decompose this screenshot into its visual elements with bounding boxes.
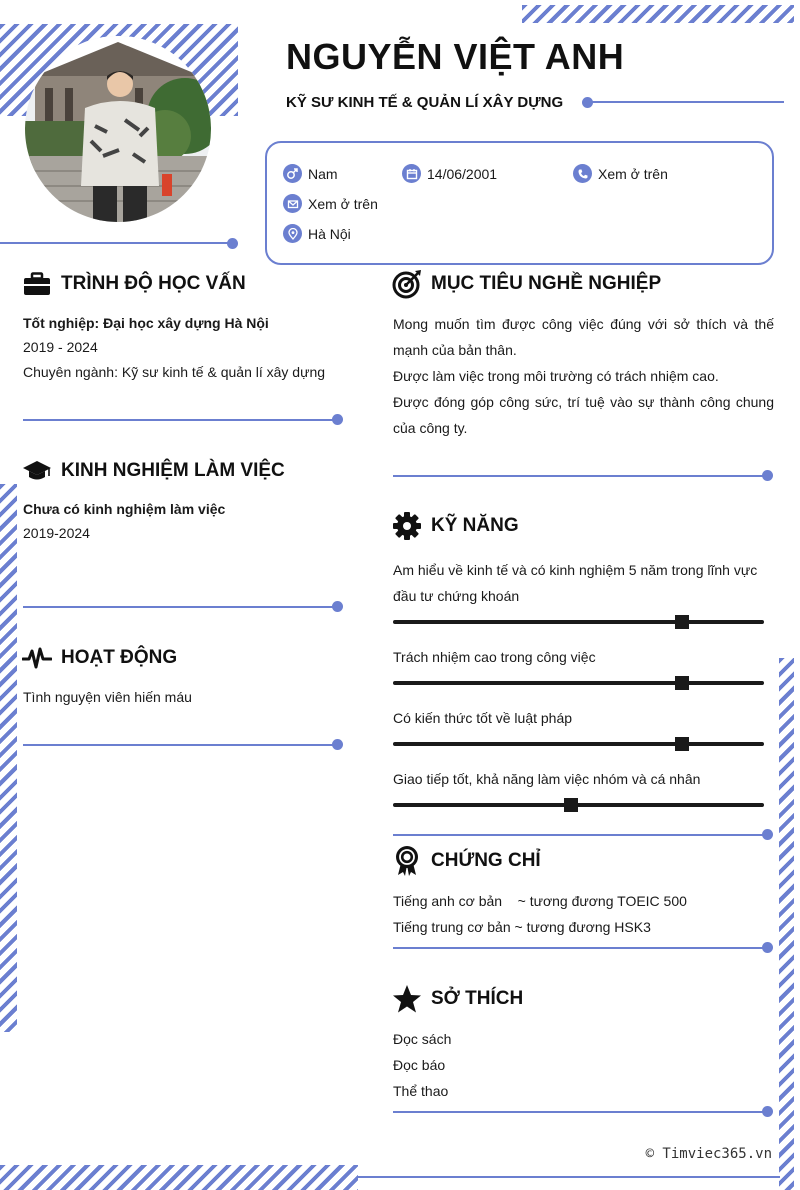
copyright-footer: © Timviec365.vn — [645, 1146, 772, 1162]
skill-1-knob — [675, 615, 689, 629]
skill-2-label: Trách nhiệm cao trong công việc — [393, 649, 596, 665]
education-school: Tốt nghiệp: Đại học xây dựng Hà Nội — [23, 315, 269, 331]
star-icon — [391, 983, 423, 1015]
award-ribbon-icon — [391, 845, 423, 877]
bottom-line — [358, 1176, 780, 1178]
certificate-item-1: Tiếng anh cơ bản ~ tương đương TOEIC 500 — [393, 893, 687, 909]
skill-3-bar — [393, 742, 764, 746]
contact-info-box — [265, 141, 774, 265]
skills-divider-dot — [762, 829, 773, 840]
calendar-icon — [402, 164, 421, 183]
stripe-right-side — [779, 658, 794, 1190]
skill-3-knob — [675, 737, 689, 751]
skill-2-bar — [393, 681, 764, 685]
profile-photo-illustration — [25, 36, 211, 222]
pulse-icon — [21, 642, 53, 674]
certificates-section-header — [391, 845, 541, 877]
experience-title: KINH NGHIỆM LÀM VIỆC — [61, 460, 285, 481]
experience-divider — [23, 606, 335, 608]
hobby-item-1: Đọc sách — [393, 1031, 452, 1047]
skill-4-bar — [393, 803, 764, 807]
experience-item: Chưa có kinh nghiệm làm việc — [23, 501, 226, 517]
photo-underline-dot — [227, 238, 238, 249]
gender-item — [283, 164, 338, 183]
address-value: Hà Nội — [308, 225, 351, 242]
hobbies-divider — [393, 1111, 765, 1113]
stripe-bottom-left — [0, 1165, 358, 1190]
hobbies-section-header — [391, 983, 523, 1015]
job-title-line — [588, 101, 784, 103]
education-major: Chuyên ngành: Kỹ sư kinh tế & quản lí xây dựng — [23, 364, 326, 380]
objective-paragraph-1: Mong muốn tìm được công việc đúng với sở thích và thế mạnh của bản thân. — [393, 316, 774, 358]
full-name: NGUYỄN VIỆT ANH — [286, 36, 625, 77]
job-title: KỸ SƯ KINH TẾ & QUẢN LÍ XÂY DỰNG — [286, 94, 564, 111]
gender-value: Nam — [308, 165, 338, 182]
certificates-divider-dot — [762, 942, 773, 953]
activities-section-header — [21, 642, 177, 674]
stripe-left-side — [0, 484, 17, 1032]
graduation-cap-icon — [21, 455, 53, 487]
skills-divider — [393, 834, 765, 836]
experience-divider-dot — [332, 601, 343, 612]
activities-divider-dot — [332, 739, 343, 750]
skills-section-header — [391, 510, 519, 542]
objective-title: MỤC TIÊU NGHỀ NGHIỆP — [431, 273, 662, 294]
skill-3-label: Có kiến thức tốt về luật pháp — [393, 710, 573, 726]
phone-icon — [573, 164, 592, 183]
objective-paragraph-2: Được làm việc trong môi trường có trách nhiệm cao. — [393, 368, 719, 384]
stripe-top-right — [522, 5, 794, 23]
skill-2-knob — [675, 676, 689, 690]
photo-underline — [0, 242, 230, 244]
activities-title: HOẠT ĐỘNG — [61, 647, 178, 668]
education-title: TRÌNH ĐỘ HỌC VẤN — [61, 273, 246, 294]
email-value: Xem ở trên — [308, 195, 378, 212]
objective-divider-dot — [762, 470, 773, 481]
skill-1-label: Am hiểu về kinh tế và có kinh nghiệm 5 năm trong lĩnh vực đầu tư chứng khoán — [393, 562, 758, 604]
email-icon — [283, 194, 302, 213]
target-icon — [391, 268, 423, 300]
skill-4-label: Giao tiếp tốt, khả năng làm việc nhóm và cá nhân — [393, 771, 701, 787]
briefcase-icon — [21, 268, 53, 300]
objective-section-header — [391, 268, 661, 300]
experience-section-header — [21, 455, 285, 487]
experience-period: 2019-2024 — [23, 525, 90, 541]
certificates-title: CHỨNG CHỈ — [431, 850, 541, 871]
skills-title: KỸ NĂNG — [431, 515, 519, 536]
skill-1-bar — [393, 620, 764, 624]
education-divider — [23, 419, 335, 421]
hobbies-title: SỞ THÍCH — [431, 988, 524, 1009]
hobbies-divider-dot — [762, 1106, 773, 1117]
phone-item — [573, 164, 668, 183]
objective-paragraph-3: Được đóng góp công sức, trí tuệ vào sự thành công chung của công ty. — [393, 394, 774, 436]
birthdate-item — [402, 164, 497, 183]
education-section-header — [21, 268, 246, 300]
birthdate-value: 14/06/2001 — [427, 165, 498, 182]
activities-divider — [23, 744, 335, 746]
location-icon — [283, 224, 302, 243]
profile-photo — [25, 36, 211, 222]
activities-item: Tình nguyện viên hiến máu — [23, 689, 192, 705]
phone-value: Xem ở trên — [598, 165, 668, 182]
hobby-item-2: Đọc báo — [393, 1057, 446, 1073]
skill-4-knob — [564, 798, 578, 812]
email-item — [283, 194, 378, 213]
certificates-divider — [393, 947, 765, 949]
objective-divider — [393, 475, 765, 477]
education-period: 2019 - 2024 — [23, 339, 98, 355]
education-divider-dot — [332, 414, 343, 425]
gender-icon — [283, 164, 302, 183]
hobby-item-3: Thể thao — [393, 1083, 449, 1099]
gear-icon — [391, 510, 423, 542]
certificate-item-2: Tiếng trung cơ bản ~ tương đương HSK3 — [393, 919, 651, 935]
address-item — [283, 224, 351, 243]
